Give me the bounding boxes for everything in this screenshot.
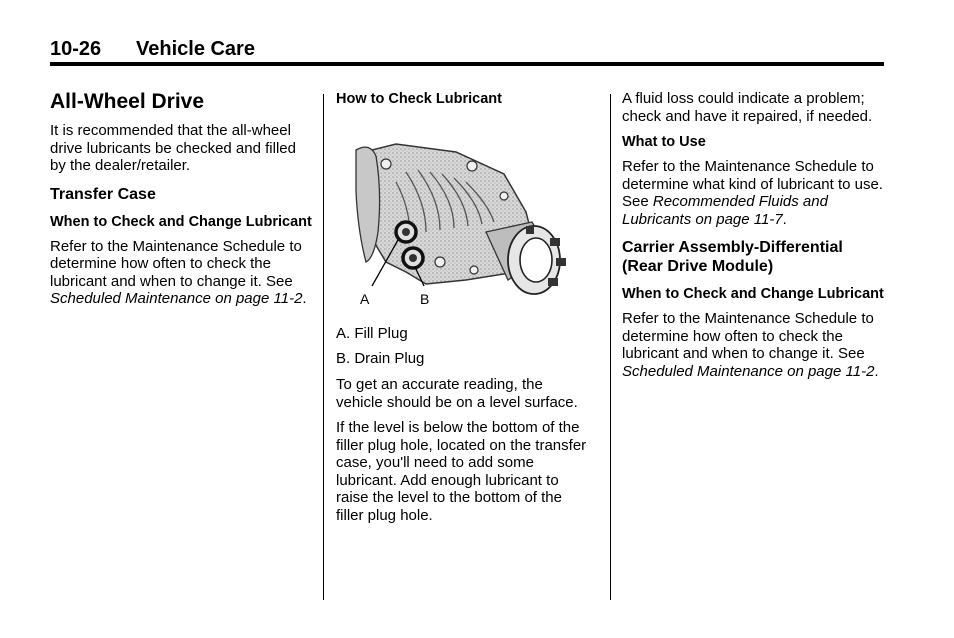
paragraph-end: .: [302, 290, 307, 307]
figure-label-a: A: [360, 291, 370, 307]
cross-reference-link[interactable]: Recommended Fluids and Lubricants on page 11-7: [622, 193, 828, 228]
when-to-check-heading: When to Check and Change Lubricant: [622, 286, 884, 302]
fluid-loss-paragraph: A fluid loss could indicate a problem; check and have it repaired, if needed.: [622, 90, 873, 125]
column-3: [622, 90, 884, 388]
intro-paragraph: It is recommended that the all-wheel drive lubricants be checked and filled by the dealer/retailer.: [50, 122, 296, 174]
article-title: All-Wheel Drive: [50, 90, 205, 113]
paragraph-end: .: [782, 210, 787, 228]
transfer-case-illustration: [336, 112, 576, 317]
filler-paragraph: If the level is below the bottom of the filler plug hole, located on the transfer case, you'll need to add some lubricant. Add enough lubricant to raise the level to the bottom of the filler plug hole.: [336, 419, 587, 524]
column-2: [336, 90, 592, 532]
page-number: 10-26: [50, 38, 102, 60]
column-divider-1: [323, 94, 324, 600]
transfer-case-drawing: [336, 112, 576, 317]
column-1: [50, 90, 312, 316]
when-to-check-paragraph: [50, 238, 312, 308]
section-title: Vehicle Care: [136, 38, 255, 60]
caption-fill-plug: A. Fill Plug: [336, 325, 408, 342]
figure-label-b: B: [420, 291, 430, 307]
paragraph-text: Refer to the Maintenance Schedule to determine how often to check the lubricant and when to change it. See: [622, 310, 874, 362]
cross-reference-link[interactable]: Scheduled Maintenance on page 11-2: [622, 362, 875, 380]
when-to-check-paragraph: [622, 310, 884, 380]
column-divider-2: [610, 94, 611, 600]
cross-reference-link[interactable]: Scheduled Maintenance on page 11-2: [50, 290, 303, 307]
paragraph-text: Refer to the Maintenance Schedule to determine how often to check the lubricant and when to change it. See: [50, 237, 302, 290]
caption-drain-plug: B. Drain Plug: [336, 349, 425, 367]
paragraph-text: Refer to the Maintenance Schedule to determine what kind of lubricant to use. See: [622, 158, 883, 210]
header-rule: [50, 62, 884, 66]
what-to-use-paragraph: [622, 158, 884, 228]
level-paragraph: To get an accurate reading, the vehicle should be on a level surface.: [336, 376, 578, 411]
when-to-check-heading: When to Check and Change Lubricant: [50, 213, 312, 230]
carrier-assembly-heading: Carrier Assembly-Differential (Rear Drive Module): [622, 239, 843, 275]
what-to-use-heading: What to Use: [622, 134, 706, 150]
paragraph-end: .: [874, 362, 879, 380]
how-to-check-heading: How to Check Lubricant: [336, 91, 502, 107]
transfer-case-heading: Transfer Case: [50, 185, 156, 203]
